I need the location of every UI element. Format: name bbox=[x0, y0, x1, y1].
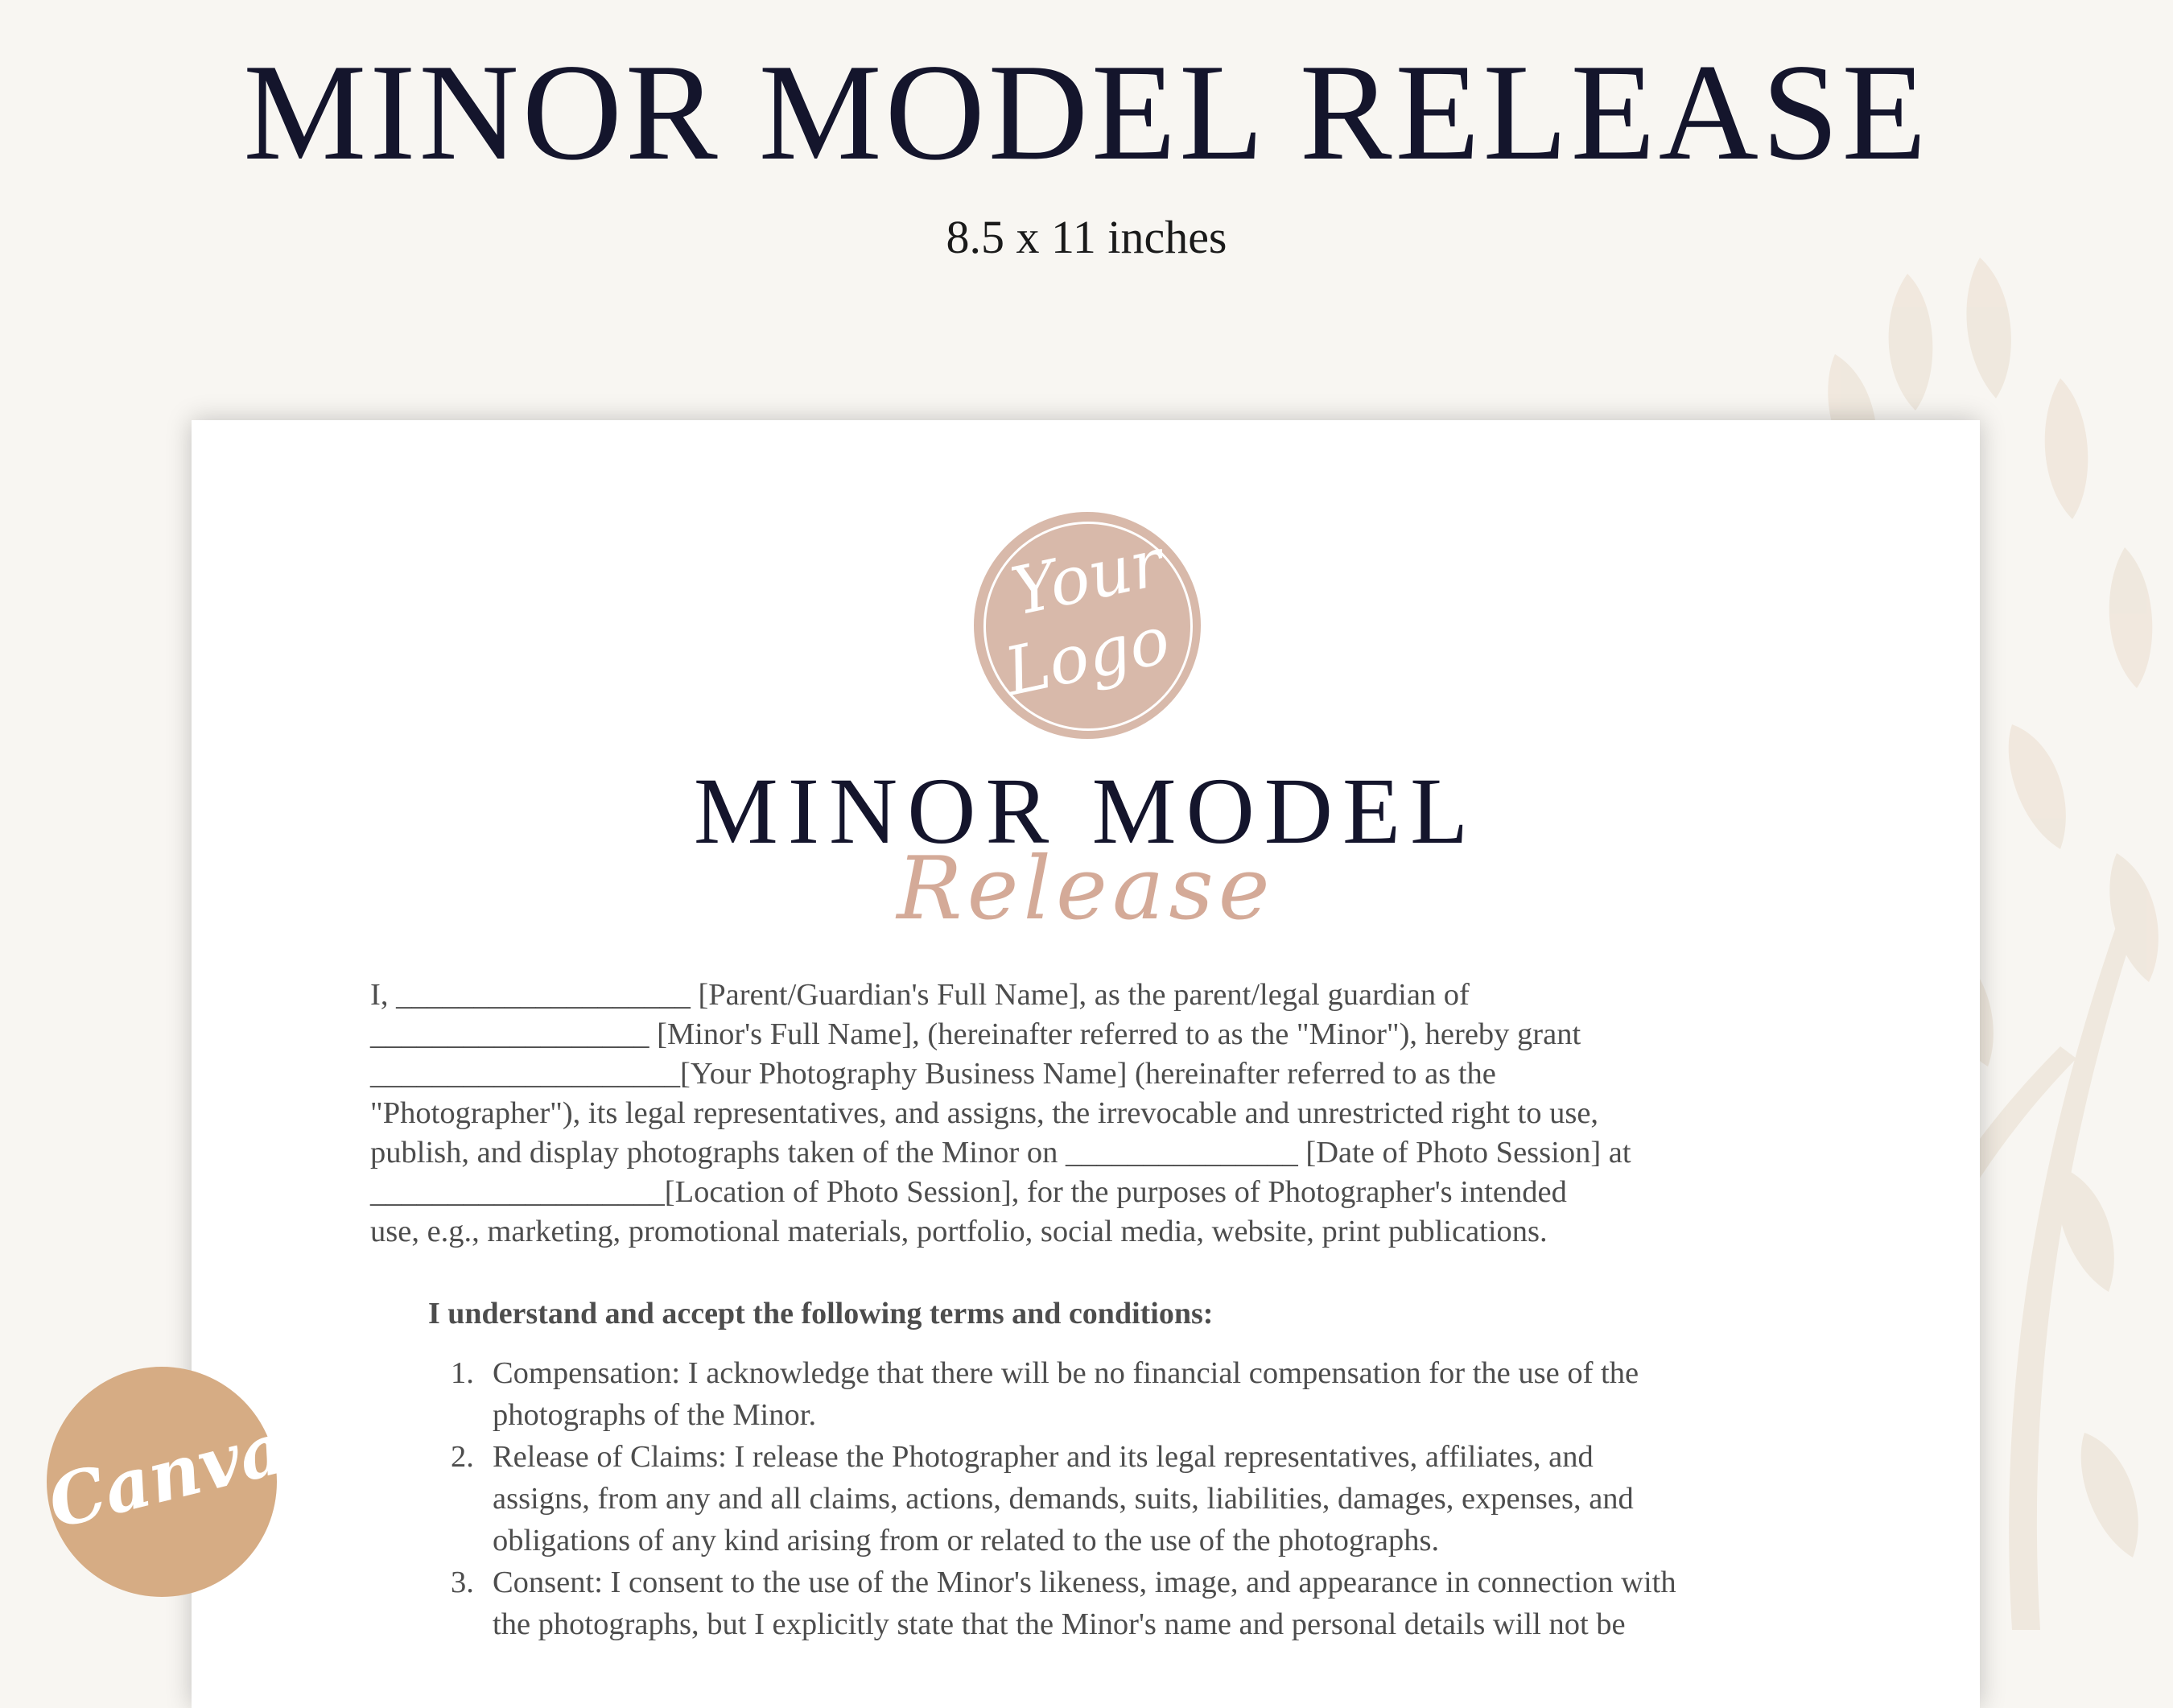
canva-badge-label: Canva bbox=[39, 1405, 295, 1545]
terms-heading: I understand and accept the following terms and conditions: bbox=[428, 1297, 1214, 1331]
list-item-line: Consent: I consent to the use of the Minor's likeness, image, and appearance in connection with bbox=[493, 1566, 1676, 1599]
document-title: MINOR MODEL bbox=[693, 758, 1478, 864]
body-line: use, e.g., marketing, promotional materials, portfolio, social media, website, print publications. bbox=[370, 1215, 1548, 1248]
list-item-number: 3. bbox=[451, 1566, 474, 1599]
list-item-line: obligations of any kind arising from or related to the use of the photographs. bbox=[493, 1524, 1440, 1557]
list-item bbox=[451, 1562, 1803, 1645]
body-line: I, ___________________ [Parent/Guardian's Full Name], as the parent/legal guardian of bbox=[370, 978, 1470, 1012]
body-line: "Photographer"), its legal representatives, and assigns, the irrevocable and unrestricted right to use, bbox=[370, 1096, 1599, 1130]
list-item-line: Compensation: I acknowledge that there will be no financial compensation for the use of the bbox=[493, 1356, 1639, 1390]
body-line: ___________________[Location of Photo Session], for the purposes of Photographer's intended bbox=[370, 1175, 1567, 1209]
logo-text-line1: Your bbox=[1004, 524, 1170, 631]
document-title-script: Release bbox=[897, 839, 1275, 939]
list-item-line: photographs of the Minor. bbox=[493, 1398, 817, 1432]
list-item-line: assigns, from any and all claims, actions, demands, suits, liabilities, damages, expenses, and bbox=[493, 1482, 1634, 1516]
page-size-label: 8.5 x 11 inches bbox=[946, 210, 1227, 263]
header bbox=[0, 36, 2173, 264]
document-body bbox=[370, 976, 1819, 1252]
document-preview bbox=[192, 420, 1980, 1708]
list-item-line: Release of Claims: I release the Photographer and its legal representatives, affiliates, and bbox=[493, 1440, 1594, 1474]
list-item-line: the photographs, but I explicitly state that the Minor's name and personal details will not be bbox=[493, 1607, 1626, 1641]
canva-badge bbox=[39, 1367, 295, 1597]
body-line: publish, and display photographs taken of the Minor on _______________ [Date of Photo Session] at bbox=[370, 1136, 1631, 1170]
page-title: MINOR MODEL RELEASE bbox=[243, 36, 1930, 189]
body-line: __________________ [Minor's Full Name], (hereinafter referred to as the "Minor"), hereby grant bbox=[370, 1017, 1581, 1051]
list-item bbox=[451, 1352, 1803, 1436]
list-item-number: 1. bbox=[451, 1356, 474, 1390]
terms-list bbox=[451, 1352, 1803, 1645]
logo-text-line2: Logo bbox=[998, 601, 1177, 712]
list-item bbox=[451, 1436, 1803, 1562]
logo-placeholder bbox=[974, 512, 1201, 739]
body-line: ____________________[Your Photography Business Name] (hereinafter referred to as the bbox=[370, 1057, 1496, 1091]
list-item-number: 2. bbox=[451, 1440, 474, 1474]
